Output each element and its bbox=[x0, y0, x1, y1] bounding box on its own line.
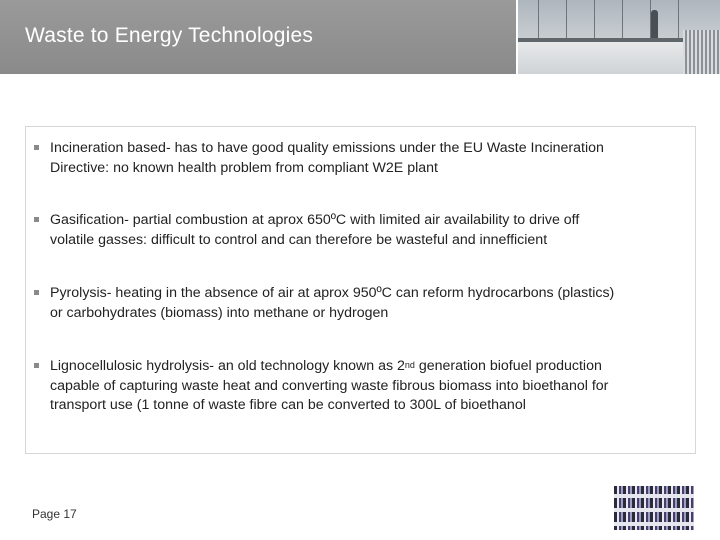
superscript: nd bbox=[404, 360, 415, 370]
bullet-line: or carbohydrates (biomass) into methane or hydrogen bbox=[50, 304, 389, 321]
bullet-marker bbox=[34, 290, 39, 295]
bullet-line: Incineration based- has to have good quality emissions under the EU Waste Incineration bbox=[50, 140, 604, 156]
person-silhouette bbox=[651, 10, 658, 38]
page-number: Page 17 bbox=[32, 507, 77, 521]
header-photo bbox=[516, 0, 720, 74]
bullet-line: Lignocellulosic hydrolysis- an old technology known as 2nd generation biofuel production bbox=[50, 358, 602, 374]
bullet-line: volatile gasses: difficult to control and can therefore be wasteful and innefficient bbox=[50, 231, 548, 248]
slide-header bbox=[0, 0, 720, 74]
bullet-line: Directive: no known health problem from compliant W2E plant bbox=[50, 159, 438, 176]
bullet-marker bbox=[34, 363, 39, 368]
content-panel bbox=[25, 126, 696, 454]
bullet-line: capable of capturing waste heat and converting waste fibrous biomass into bioethanol for bbox=[50, 377, 609, 394]
bullet-line: Gasification- partial combustion at aprox 650ºC with limited air availability to drive off bbox=[50, 212, 580, 228]
bullet-marker bbox=[34, 145, 39, 150]
bullet-marker bbox=[34, 217, 39, 222]
bullet-line: transport use (1 tonne of waste fibre can be converted to 300L of bioethanol bbox=[50, 397, 526, 413]
scaffolding bbox=[683, 30, 720, 74]
bullet-line: Pyrolysis- heating in the absence of air at aprox 950ºC can reform hydrocarbons (plastics) bbox=[50, 285, 615, 301]
footer-logo bbox=[614, 486, 694, 530]
slide-title: Waste to Energy Technologies bbox=[25, 24, 314, 47]
